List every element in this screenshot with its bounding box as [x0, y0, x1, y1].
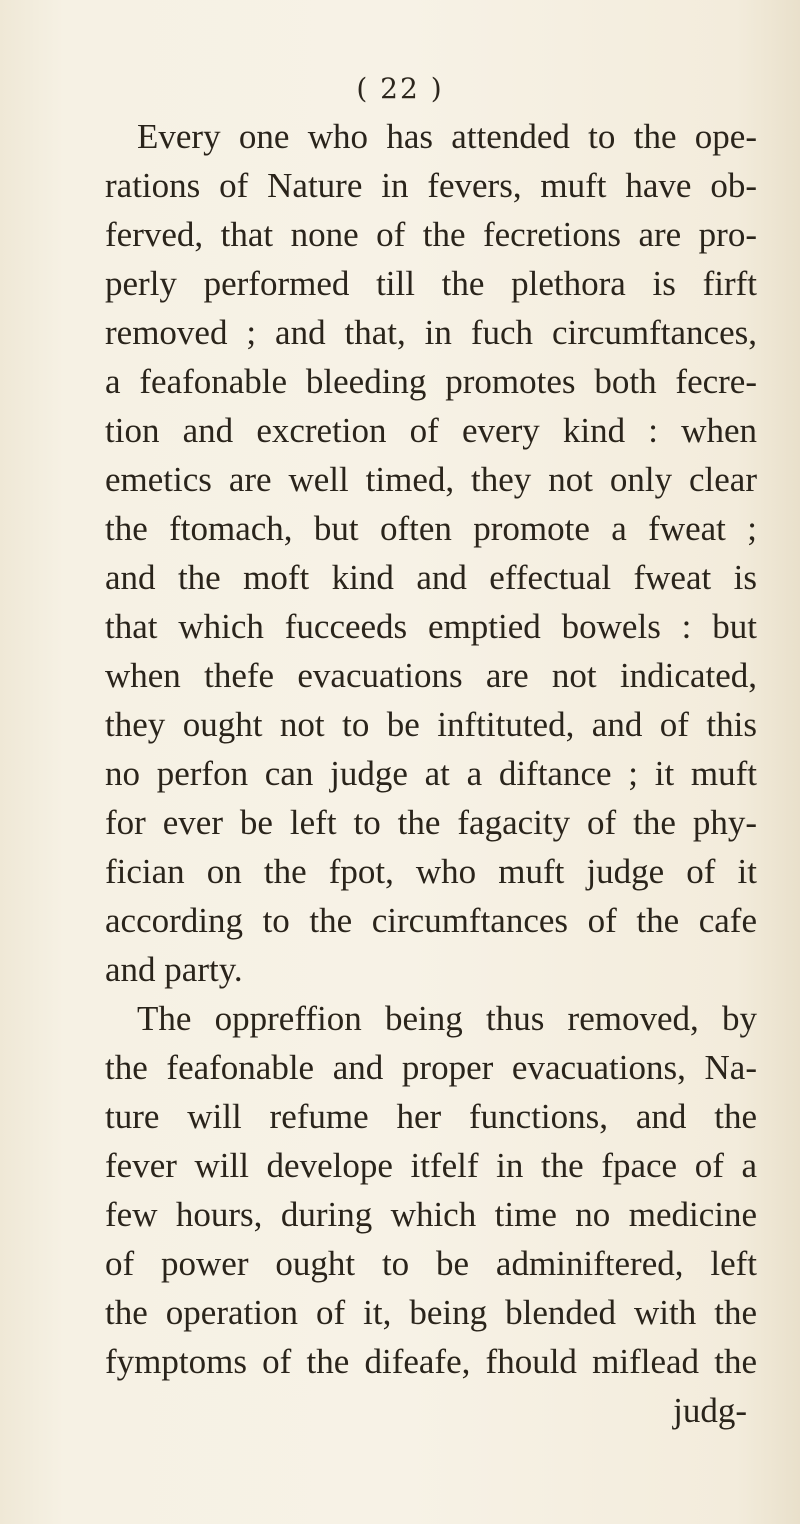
body-text [105, 112, 757, 1435]
text-line: fymptoms of the difeafe, fhould miflead the [105, 1342, 757, 1381]
text-line: they ought not to be inftituted, and of this [105, 705, 757, 744]
text-line: when thefe evacuations are not indicated, [105, 656, 757, 695]
text-line: a feafonable bleeding promotes both fecre- [105, 362, 757, 401]
text-line: The oppreffion being thus removed, by [137, 999, 757, 1038]
text-line: fever will develope itfelf in the fpace of a [105, 1146, 757, 1185]
catchword: judg- [673, 1391, 747, 1430]
text-line: emetics are well timed, they not only clear [105, 460, 757, 499]
text-line: removed ; and that, in fuch circumftances, [105, 313, 757, 352]
text-line: that which fucceeds emptied bowels : but [105, 607, 757, 646]
text-line: and party. [105, 950, 243, 989]
text-line: rations of Nature in fevers, muft have ob- [105, 166, 757, 205]
text-line: for ever be left to the fagacity of the phy- [105, 803, 757, 842]
text-line: the feafonable and proper evacuations, Na- [105, 1048, 757, 1087]
text-line: and the moft kind and effectual fweat is [105, 558, 757, 597]
page-number: ( 22 ) [356, 72, 444, 105]
text-line: ture will refume her functions, and the [105, 1097, 757, 1136]
text-line: of power ought to be adminiftered, left [105, 1244, 757, 1283]
text-line: fician on the fpot, who muft judge of it [105, 852, 757, 891]
text-line: no perfon can judge at a diftance ; it muft [105, 754, 757, 793]
text-line: perly performed till the plethora is firft [105, 264, 757, 303]
text-line: few hours, during which time no medicine [105, 1195, 757, 1234]
text-line: tion and excretion of every kind : when [105, 411, 757, 450]
text-line: the operation of it, being blended with the [105, 1293, 757, 1332]
text-line: the ftomach, but often promote a fweat ; [105, 509, 757, 548]
text-line: Every one who has attended to the ope- [137, 117, 757, 156]
text-line: ferved, that none of the fecretions are pro- [105, 215, 757, 254]
text-line: according to the circumftances of the cafe [105, 901, 757, 940]
